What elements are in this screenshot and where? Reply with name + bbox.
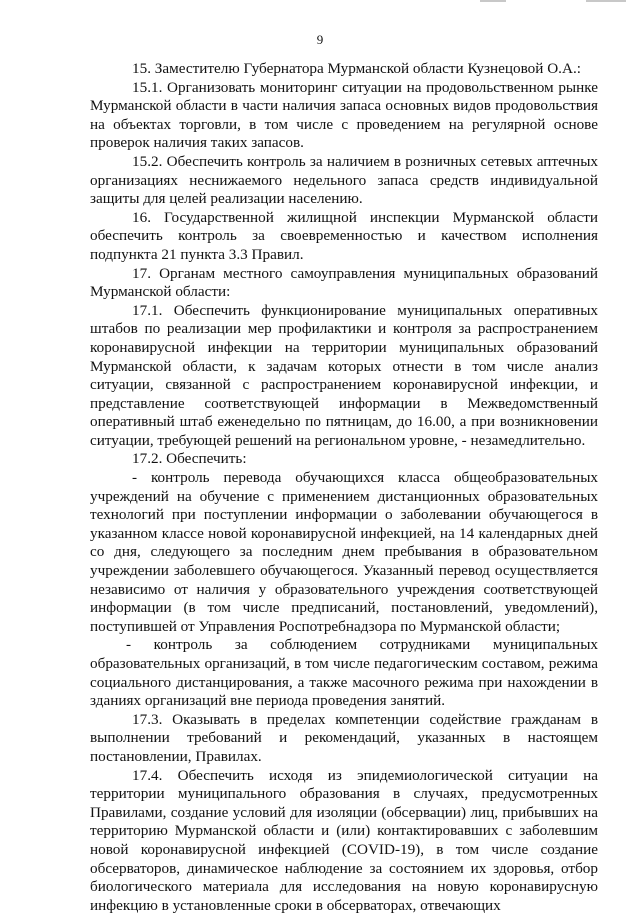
paragraph-17-3: 17.3. Оказывать в пределах компетенции содействие гражданам в выполнении требований и рекомендаций, указанных в настоящем постановлении, Правилах. <box>90 710 598 765</box>
document-body <box>90 60 598 915</box>
page-top-edge-artifact <box>330 0 630 5</box>
paragraph-15-2: 15.2. Обеспечить контроль за наличием в розничных сетевых аптечных организациях неснижаемого недельного запаса средств индивидуальной защиты для целей реализации населению. <box>90 152 598 208</box>
paragraph-16: 16. Государственной жилищной инспекции Мурманской области обеспечить контроль за своевременностью и качеством исполнения подпункта 21 пункта 3.3 Правил. <box>90 208 598 263</box>
paragraph-17-2: 17.2. Обеспечить: <box>132 450 247 468</box>
paragraph-15: 15. Заместителю Губернатора Мурманской области Кузнецовой О.А.: <box>132 60 581 77</box>
paragraph-15-1: 15.1. Организовать мониторинг ситуации на продовольственном рынке Мурманской области в части наличия запаса основных видов продовольствия на объектах торговли, в том числе с проведением на регулярной основе проверок наличия таких запасов. <box>90 78 598 152</box>
paragraph-17-4: 17.4. Обеспечить исходя из эпидемиологической ситуации на территории муниципального образования в случаях, предусмотренных Правилами, создание условий для изоляции (обсервации) лиц, прибывших на территорию Мурманской области и (или) контактировавших с заболевшим новой коронавирусной инфекцией (COVID-19), в том числе создание обсерваторов, динамическое наблюдение за состоянием их здоровья, отбор биологического материала для исследования на новую коронавирусную инфекцию в установленные сроки в обсерваторах, отвечающих <box>90 766 598 914</box>
paragraph-17-2-item-2: - контроль за соблюдением сотрудниками муниципальных образовательных организаций, в том числе педагогическим составом, режима социального дистанцирования, а также масочного режима при нахождении в зданиях организаций вне периода проведения занятий. <box>90 636 598 710</box>
paragraph-17-2-item-1: - контроль перевода обучающихся класса общеобразовательных учреждений на обучение с применением дистанционных образовательных технологий при поступлении информации о заболевании обучающегося в указанном классе новой коронавирусной инфекцией, на 14 календарных дней со дня, следующего за последним днем пребывания в образовательном учреждении заболевшего обучающегося. Указанный перевод осуществляется независимо от наличия у образовательного учреждения соответствующей информации (в том числе предписаний, постановлений, уведомлений), поступившей от Управления Роспотребнадзора по Мурманской области; <box>90 469 598 635</box>
paragraph-17: 17. Органам местного самоуправления муниципальных образований Мурманской области: <box>90 264 598 301</box>
paragraph-17-1: 17.1. Обеспечить функционирование муниципальных оперативных штабов по реализации мер профилактики и контроля за распространением коронавирусной инфекции на территории муниципальных образований Мурманской области, к задачам которых отнести в том числе анализ ситуации, связанной с распространением коронавирусной инфекции, и представление соответствующей информации в Межведомственный оперативный штаб еженедельно по пятницам, до 16.00, а при возникновении ситуации, требующей решений на региональном уровне, - незамедлительно. <box>90 301 598 449</box>
page-number: 9 <box>316 32 324 47</box>
